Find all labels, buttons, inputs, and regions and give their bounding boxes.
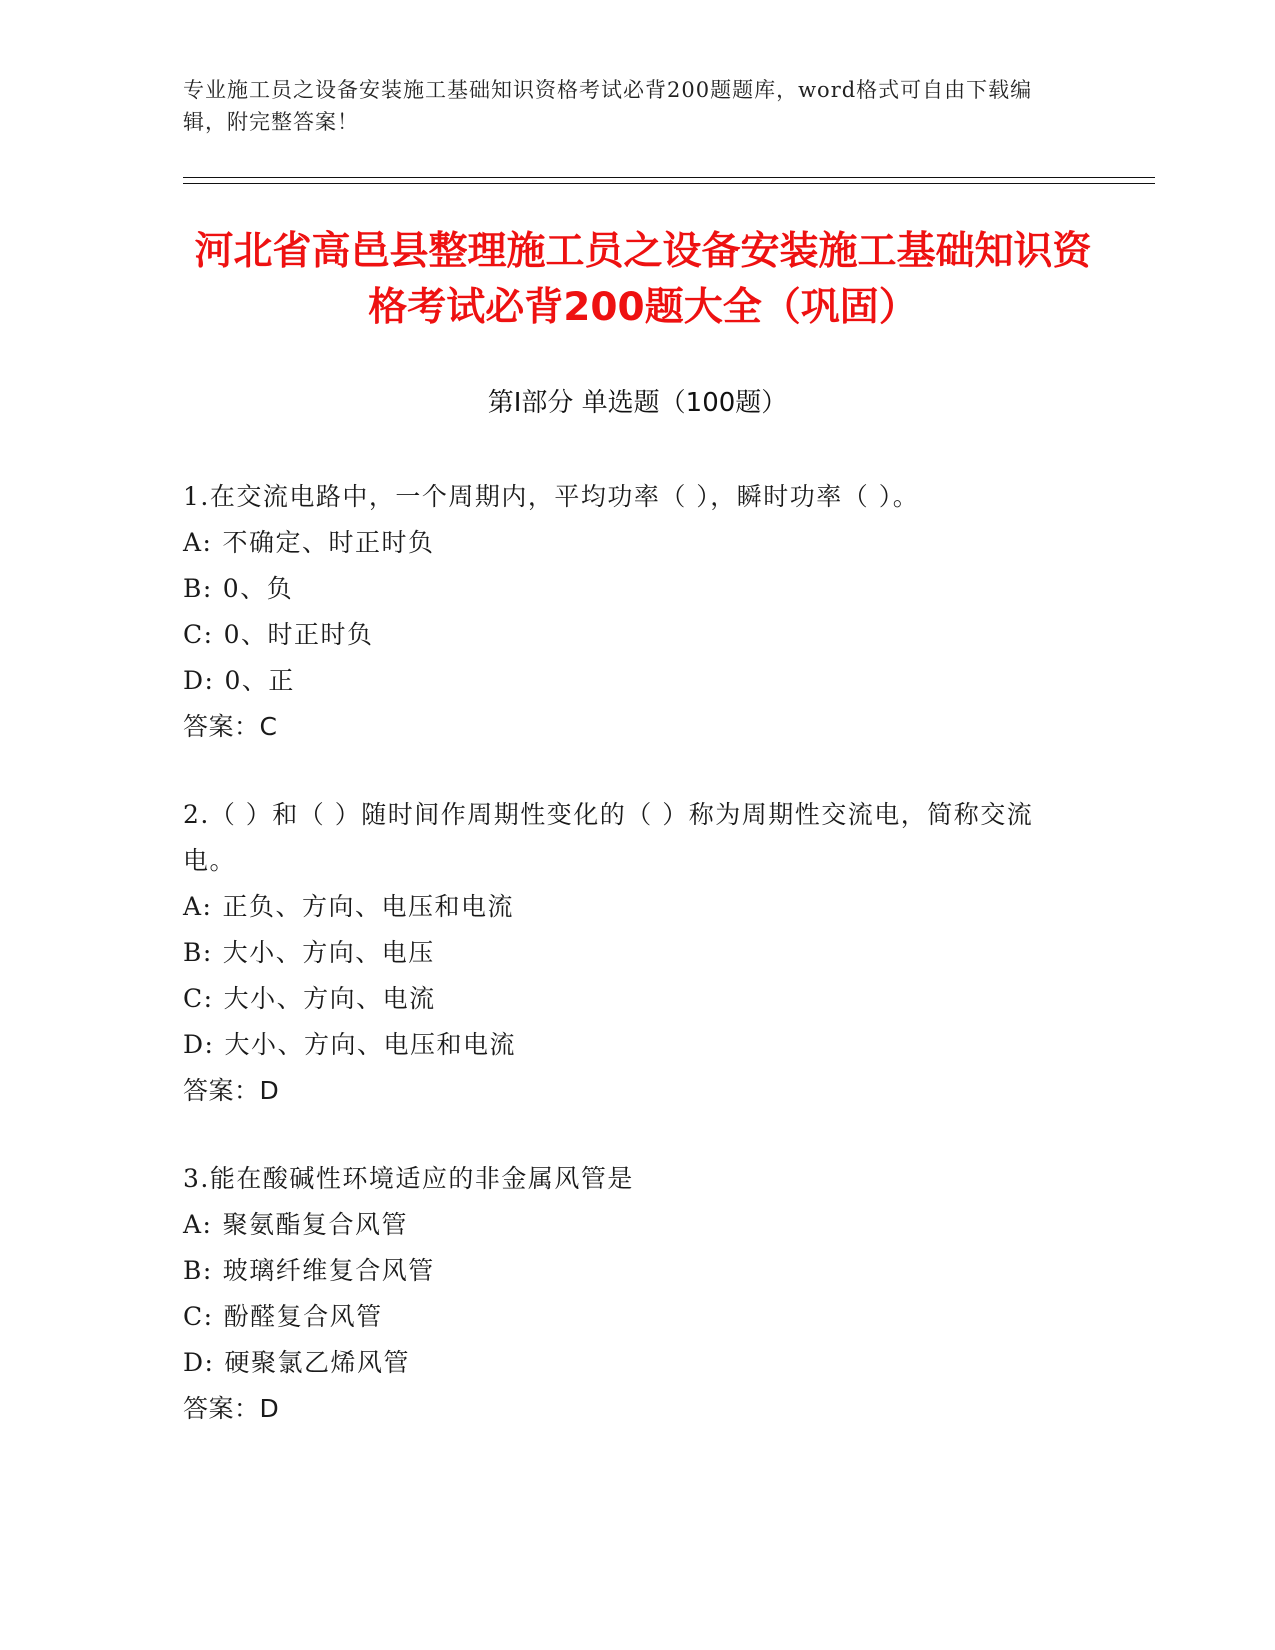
option-c <box>183 976 1063 1022</box>
option-a <box>183 520 1063 566</box>
option-text: 0、正 <box>224 666 295 695</box>
option-b <box>183 1248 1063 1294</box>
option-b <box>183 566 1063 612</box>
option-text: 大小、方向、电压和电流 <box>224 1030 516 1059</box>
option-text: 大小、方向、电流 <box>223 984 436 1013</box>
option-text: 0、时正时负 <box>223 620 374 649</box>
option-a <box>183 1202 1063 1248</box>
question-text: 1.在交流电路中，一个周期内，平均功率（ ），瞬时功率（ ）。 <box>183 482 920 511</box>
option-label: D: <box>183 666 215 695</box>
option-d <box>183 1340 1063 1386</box>
option-label: D: <box>183 1030 215 1059</box>
option-c <box>183 1294 1063 1340</box>
option-d <box>183 658 1063 704</box>
option-label: A: <box>183 1210 213 1239</box>
question-text: 3.能在酸碱性环境适应的非金属风管是 <box>183 1164 634 1193</box>
option-text: 硬聚氯乙烯风管 <box>224 1348 410 1377</box>
option-label: A: <box>183 528 213 557</box>
option-c <box>183 612 1063 658</box>
option-b <box>183 930 1063 976</box>
answer: 答案：D <box>183 1076 280 1105</box>
header-rule-bottom <box>183 183 1155 184</box>
question-3 <box>183 1156 1063 1432</box>
option-label: B: <box>183 574 213 603</box>
option-text: 大小、方向、电压 <box>222 938 435 967</box>
option-a <box>183 884 1063 930</box>
option-text: 不确定、时正时负 <box>222 528 435 557</box>
option-label: D: <box>183 1348 215 1377</box>
option-label: A: <box>183 892 213 921</box>
question-text: 2.（ ）和（ ）随时间作周期性变化的（ ）称为周期性交流电，简称交流电。 <box>183 800 1034 875</box>
question-2 <box>183 792 1063 1114</box>
option-label: C: <box>183 984 214 1013</box>
option-text: 玻璃纤维复合风管 <box>222 1256 435 1285</box>
option-label: C: <box>183 620 214 649</box>
answer: 答案：C <box>183 712 278 741</box>
option-d <box>183 1022 1063 1068</box>
answer: 答案：D <box>183 1394 280 1423</box>
question-1 <box>183 474 1063 750</box>
header-rule-top <box>183 177 1155 178</box>
option-text: 酚醛复合风管 <box>223 1302 383 1331</box>
option-label: C: <box>183 1302 214 1331</box>
header-note: 专业施工员之设备安装施工基础知识资格考试必背200题题库，word格式可自由下载编辑，附完整答案！ <box>183 78 1033 134</box>
option-label: B: <box>183 938 213 967</box>
option-label: B: <box>183 1256 213 1285</box>
section-title: 第I部分 单选题（100题） <box>487 388 788 418</box>
document-title: 河北省高邑县整理施工员之设备安装施工基础知识资格考试必背200题大全（巩固） <box>194 229 1092 330</box>
option-text: 0、负 <box>222 574 294 603</box>
option-text: 聚氨酯复合风管 <box>222 1210 408 1239</box>
option-text: 正负、方向、电压和电流 <box>222 892 514 921</box>
